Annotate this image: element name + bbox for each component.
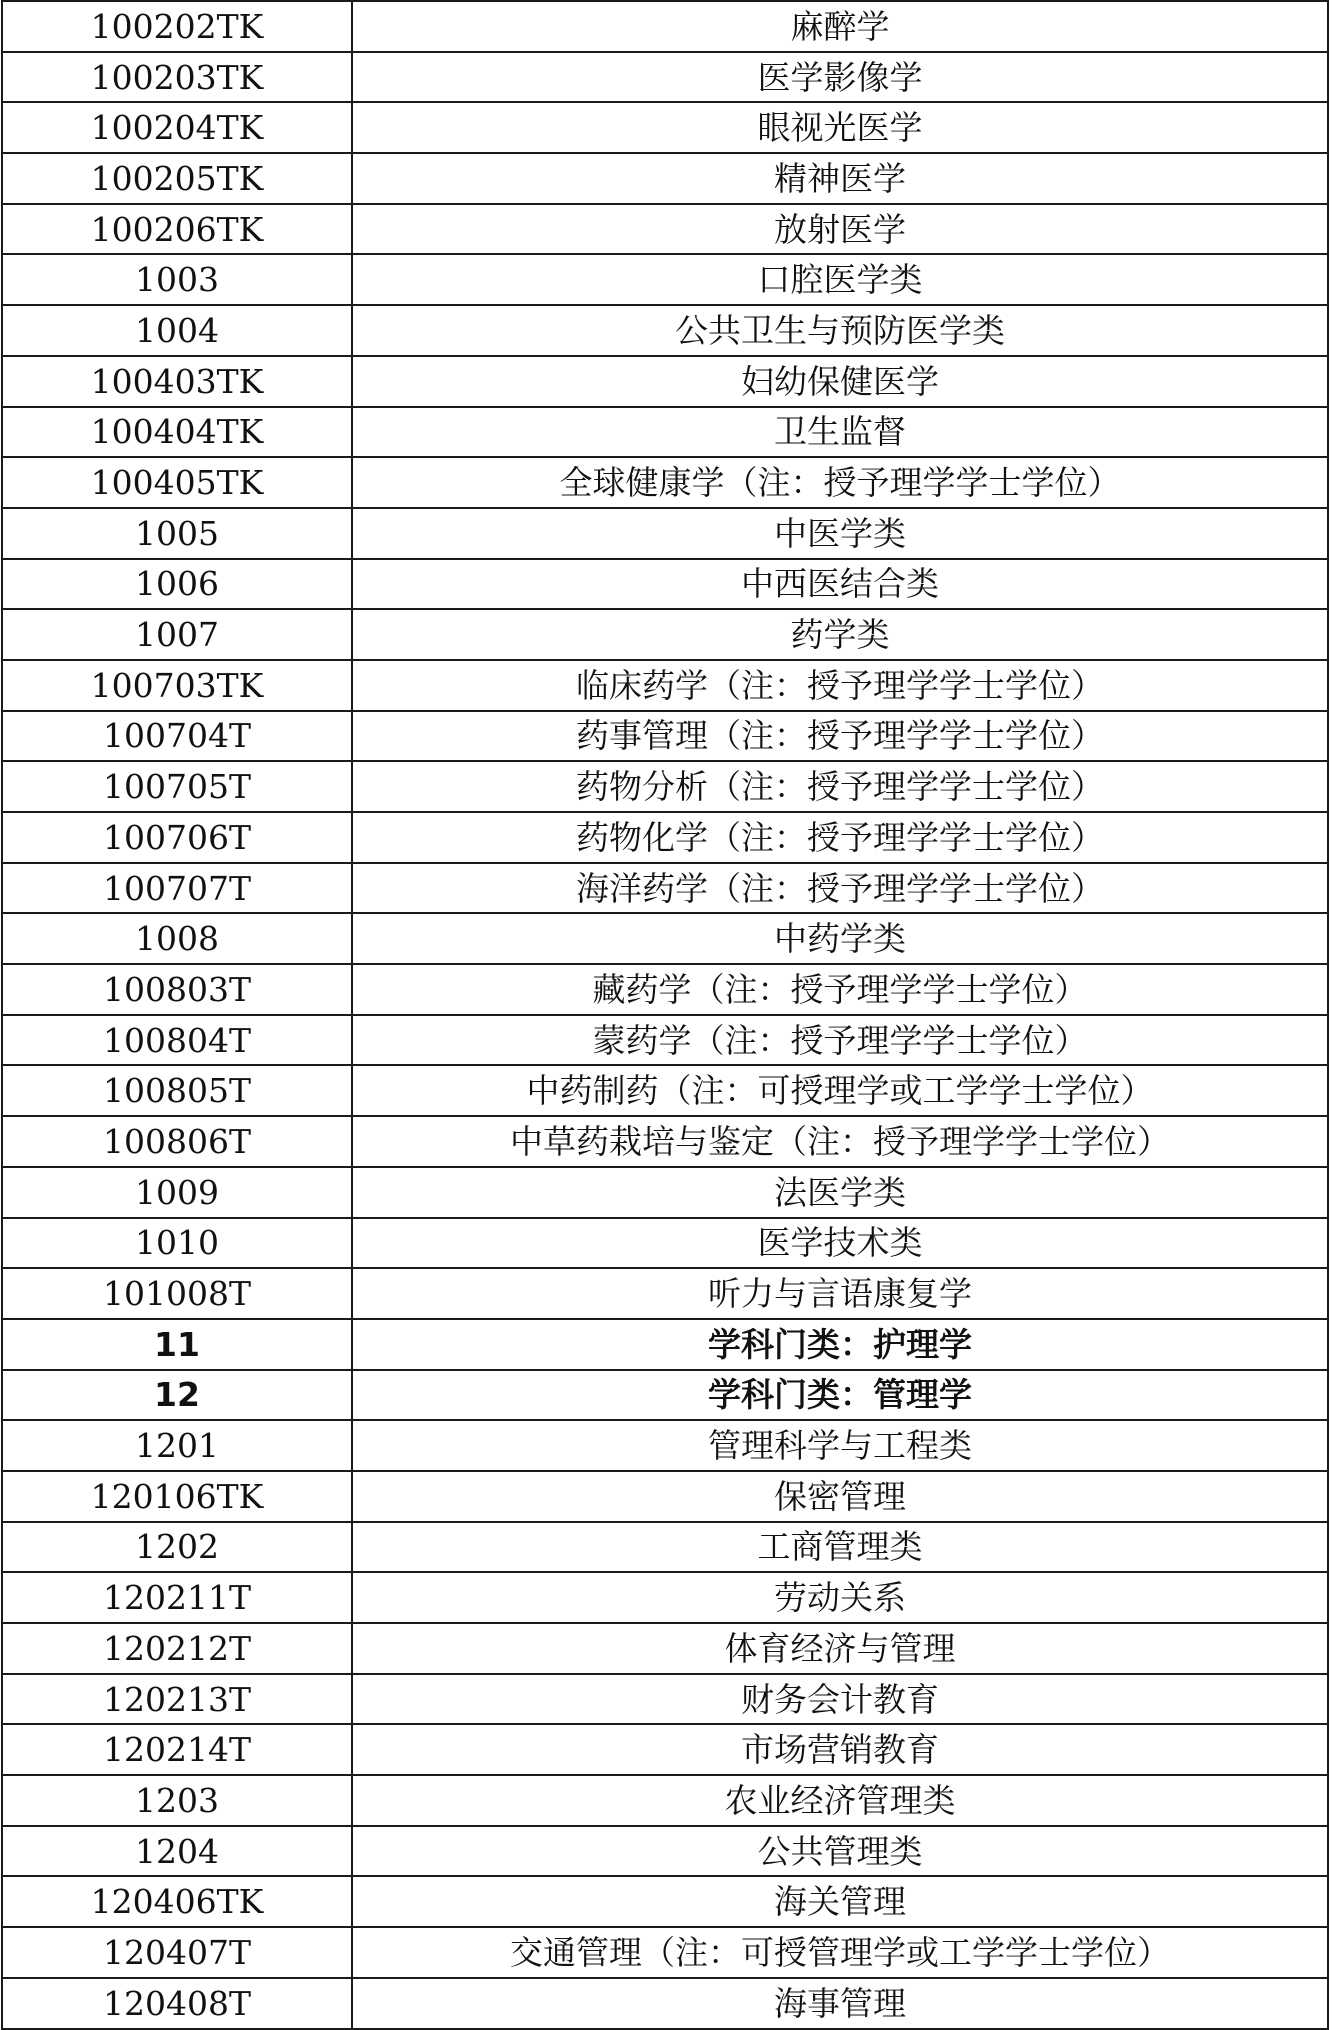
table-row (2, 1775, 1328, 1826)
table-row (2, 1724, 1328, 1775)
major-name-cell: 听力与言语康复学 (352, 1268, 1328, 1319)
major-name-cell: 体育经济与管理 (352, 1623, 1328, 1674)
table-row (2, 1065, 1328, 1116)
major-code-cell: 100404TK (2, 407, 352, 458)
major-code-cell: 100203TK (2, 52, 352, 103)
table-row (2, 1471, 1328, 1522)
table-row (2, 1268, 1328, 1319)
table-row (2, 1876, 1328, 1927)
major-code-cell: 100705T (2, 761, 352, 812)
major-code-cell: 120407T (2, 1927, 352, 1978)
table-row (2, 1674, 1328, 1725)
major-name-cell: 药事管理（注：授予理学学士学位） (352, 711, 1328, 762)
major-name-cell: 医学影像学 (352, 52, 1328, 103)
table-row (2, 1826, 1328, 1877)
major-name-cell: 全球健康学（注：授予理学学士学位） (352, 457, 1328, 508)
major-name-cell: 农业经济管理类 (352, 1775, 1328, 1826)
major-name-cell: 药学类 (352, 609, 1328, 660)
table-row (2, 508, 1328, 559)
major-name-cell: 妇幼保健医学 (352, 356, 1328, 407)
major-code-cell: 100206TK (2, 204, 352, 255)
major-code-cell: 100205TK (2, 153, 352, 204)
table-row (2, 254, 1328, 305)
major-code-cell: 100806T (2, 1116, 352, 1167)
table-row (2, 356, 1328, 407)
table-body (2, 1, 1328, 2029)
table-row (2, 559, 1328, 610)
table-row (2, 913, 1328, 964)
table-row (2, 153, 1328, 204)
table-row (2, 812, 1328, 863)
major-code-cell: 100706T (2, 812, 352, 863)
table-row (2, 1116, 1328, 1167)
table-row (2, 1420, 1328, 1471)
major-name-cell: 交通管理（注：可授管理学或工学学士学位） (352, 1927, 1328, 1978)
table-row (2, 204, 1328, 255)
major-code-cell: 1204 (2, 1826, 352, 1877)
major-code-cell: 101008T (2, 1268, 352, 1319)
major-name-cell: 工商管理类 (352, 1522, 1328, 1573)
table-row (2, 1522, 1328, 1573)
table-row (2, 102, 1328, 153)
major-name-cell: 海洋药学（注：授予理学学士学位） (352, 863, 1328, 914)
major-name-cell: 管理科学与工程类 (352, 1420, 1328, 1471)
major-name-cell: 药物分析（注：授予理学学士学位） (352, 761, 1328, 812)
table-row (2, 1167, 1328, 1218)
table-row (2, 660, 1328, 711)
major-code-cell: 120211T (2, 1572, 352, 1623)
major-name-cell: 中西医结合类 (352, 559, 1328, 610)
table-row (2, 1, 1328, 52)
major-name-cell: 保密管理 (352, 1471, 1328, 1522)
major-code-cell: 1007 (2, 609, 352, 660)
major-name-cell: 学科门类：护理学 (352, 1319, 1328, 1370)
major-code-cell: 120408T (2, 1978, 352, 2029)
category-row (2, 1370, 1328, 1421)
table-row (2, 609, 1328, 660)
major-name-cell: 药物化学（注：授予理学学士学位） (352, 812, 1328, 863)
major-code-cell: 100204TK (2, 102, 352, 153)
table-row (2, 52, 1328, 103)
major-name-cell: 中药制药（注：可授理学或工学学士学位） (352, 1065, 1328, 1116)
major-name-cell: 市场营销教育 (352, 1724, 1328, 1775)
major-name-cell: 公共卫生与预防医学类 (352, 305, 1328, 356)
major-code-cell: 120214T (2, 1724, 352, 1775)
major-name-cell: 中草药栽培与鉴定（注：授予理学学士学位） (352, 1116, 1328, 1167)
major-name-cell: 临床药学（注：授予理学学士学位） (352, 660, 1328, 711)
major-code-cell: 1009 (2, 1167, 352, 1218)
major-code-cell: 1203 (2, 1775, 352, 1826)
major-code-cell: 1010 (2, 1218, 352, 1269)
major-name-cell: 财务会计教育 (352, 1674, 1328, 1725)
major-name-cell: 中药学类 (352, 913, 1328, 964)
major-code-cell: 1006 (2, 559, 352, 610)
table-row (2, 407, 1328, 458)
major-name-cell: 麻醉学 (352, 1, 1328, 52)
major-code-cell: 100703TK (2, 660, 352, 711)
table-row (2, 863, 1328, 914)
major-name-cell: 藏药学（注：授予理学学士学位） (352, 964, 1328, 1015)
major-code-cell: 120106TK (2, 1471, 352, 1522)
table-row (2, 1623, 1328, 1674)
major-code-cell: 120213T (2, 1674, 352, 1725)
table-row (2, 457, 1328, 508)
major-code-cell: 1004 (2, 305, 352, 356)
table-row (2, 711, 1328, 762)
table-row (2, 305, 1328, 356)
major-name-cell: 蒙药学（注：授予理学学士学位） (352, 1015, 1328, 1066)
category-row (2, 1319, 1328, 1370)
major-name-cell: 医学技术类 (352, 1218, 1328, 1269)
major-name-cell: 公共管理类 (352, 1826, 1328, 1877)
major-code-cell: 1202 (2, 1522, 352, 1573)
major-code-cell: 1005 (2, 508, 352, 559)
table-row (2, 1927, 1328, 1978)
major-code-cell: 100803T (2, 964, 352, 1015)
major-code-cell: 100405TK (2, 457, 352, 508)
major-name-cell: 海关管理 (352, 1876, 1328, 1927)
table-row (2, 1015, 1328, 1066)
major-name-cell: 放射医学 (352, 204, 1328, 255)
major-code-cell: 120212T (2, 1623, 352, 1674)
major-code-cell: 1201 (2, 1420, 352, 1471)
table-row (2, 1218, 1328, 1269)
major-name-cell: 卫生监督 (352, 407, 1328, 458)
table-row (2, 1978, 1328, 2029)
major-name-cell: 口腔医学类 (352, 254, 1328, 305)
table-row (2, 1572, 1328, 1623)
major-name-cell: 学科门类：管理学 (352, 1370, 1328, 1421)
major-code-cell: 100707T (2, 863, 352, 914)
major-name-cell: 精神医学 (352, 153, 1328, 204)
major-code-cell: 12 (2, 1370, 352, 1421)
major-code-cell: 100704T (2, 711, 352, 762)
major-name-cell: 中医学类 (352, 508, 1328, 559)
major-name-cell: 海事管理 (352, 1978, 1328, 2029)
major-code-cell: 100403TK (2, 356, 352, 407)
major-code-cell: 120406TK (2, 1876, 352, 1927)
major-name-cell: 法医学类 (352, 1167, 1328, 1218)
major-code-cell: 100805T (2, 1065, 352, 1116)
major-code-cell: 11 (2, 1319, 352, 1370)
major-code-cell: 100804T (2, 1015, 352, 1066)
major-code-table (1, 0, 1329, 2030)
table-row (2, 964, 1328, 1015)
major-name-cell: 眼视光医学 (352, 102, 1328, 153)
table-row (2, 761, 1328, 812)
major-code-cell: 1008 (2, 913, 352, 964)
major-name-cell: 劳动关系 (352, 1572, 1328, 1623)
major-code-cell: 1003 (2, 254, 352, 305)
major-code-cell: 100202TK (2, 1, 352, 52)
